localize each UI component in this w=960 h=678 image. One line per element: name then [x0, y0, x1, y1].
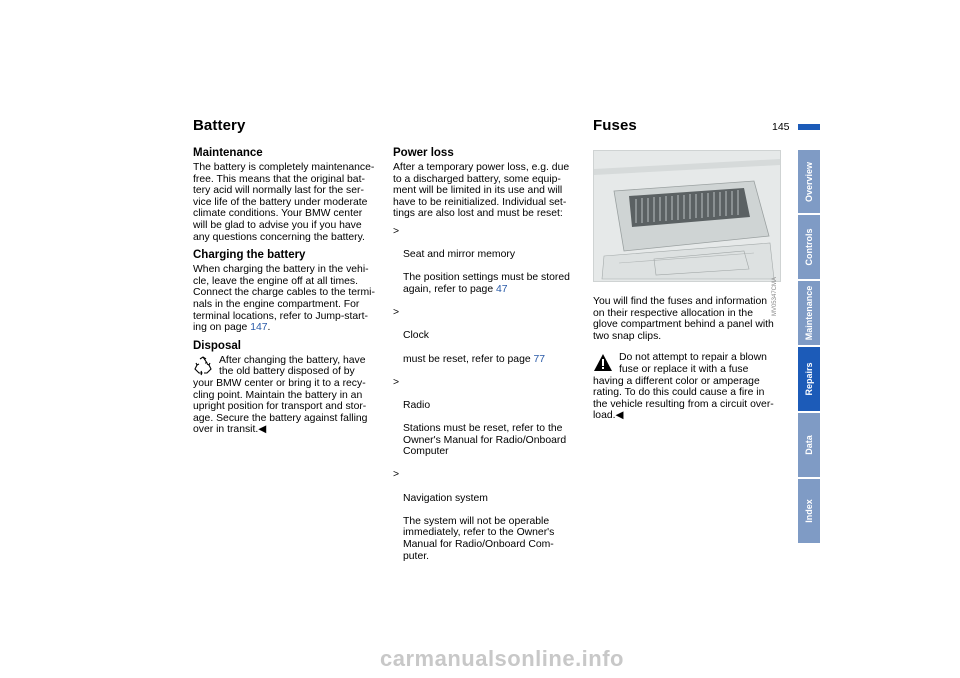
maintenance-heading: Maintenance	[193, 147, 263, 159]
list-item	[393, 377, 585, 470]
tab-label: Data	[804, 435, 814, 455]
section-title-fuses: Fuses	[593, 117, 637, 134]
page-number-bar	[798, 124, 820, 130]
list-item-text: Stations must be reset, refer to the Owner's Manual for Radio/Onboard Computer	[403, 423, 567, 458]
tab-overview[interactable]	[798, 150, 820, 213]
maintenance-text: The battery is completely maintenance- free. This means that the original bat- tery acid will normally last for the ser- vice life of the battery under moderate climate conditions. Your BMW center will be glad to advise you if you have any questions concerning the battery.	[193, 162, 375, 243]
tab-controls[interactable]	[798, 215, 820, 279]
page-link-147[interactable]: 147	[250, 322, 268, 334]
bullet-arrow: >	[393, 376, 400, 388]
tab-maintenance[interactable]	[798, 281, 820, 345]
page-number: 145	[772, 121, 790, 133]
tab-index[interactable]	[798, 479, 820, 543]
end-mark: ◀	[258, 424, 267, 436]
fuses-column	[593, 296, 785, 422]
power-loss-column	[393, 147, 585, 574]
tab-label: Overview	[804, 161, 814, 202]
tab-data[interactable]	[798, 413, 820, 477]
end-mark: ◀	[615, 410, 624, 422]
bullet-arrow: >	[393, 225, 400, 237]
section-title-battery: Battery	[193, 117, 246, 134]
battery-column	[193, 147, 385, 436]
glove-compartment-illustration	[594, 151, 780, 281]
disposal-heading: Disposal	[193, 339, 241, 352]
fuses-text: You will find the fuses and information on their respective allocation in the glove compartment behind a panel with two snap clips.	[593, 296, 774, 342]
disposal-text-rest-wrap	[193, 378, 385, 436]
tab-repairs[interactable]	[798, 347, 820, 411]
page-link-47[interactable]: 47	[496, 283, 508, 295]
warning-text-first: Do not attempt to repair a blown fuse or replace it with a fuse	[619, 352, 767, 375]
list-item	[393, 226, 585, 307]
power-loss-heading: Power loss	[393, 147, 454, 159]
list-item-title: Navigation system	[403, 492, 488, 504]
warning-text-rest: having a different color or amperage rating. To do this could cause a fire in the vehicle resulting from a circuit over- load.	[593, 375, 774, 422]
glove-compartment-figure	[593, 150, 781, 317]
tab-label: Repairs	[804, 362, 814, 396]
charging-heading: Charging the battery	[193, 249, 306, 262]
tab-label: Index	[804, 499, 814, 523]
watermark-text: carmanualsonline.info	[380, 646, 624, 671]
disposal-note	[193, 355, 385, 436]
list-item-title: Clock	[403, 330, 429, 342]
list-item-text: The position settings must be stored again, refer to page	[403, 272, 570, 295]
recycle-icon	[193, 355, 213, 377]
disposal-text-first: After changing the battery, have the old battery disposed of by	[219, 354, 366, 378]
charging-text: When charging the battery in the vehi- cle, leave the engine off at all times. Connect the charge cables to the termi- nals in the engine compartment. For terminal locations, refer to Jump-start- ing on page	[193, 264, 375, 334]
page-link-77[interactable]: 77	[533, 353, 546, 365]
warning-icon	[593, 352, 613, 374]
charging-paragraph	[193, 264, 385, 334]
warning-text-rest-wrap	[593, 376, 785, 422]
list-item	[393, 469, 585, 573]
list-item-text: must be reset, refer to page	[403, 353, 534, 365]
fuses-warning	[593, 352, 785, 422]
tab-label: Maintenance	[804, 285, 814, 341]
figure-code: MV05347CMA	[772, 277, 778, 317]
power-loss-text: After a temporary power loss, e.g. due to a discharged battery, some equip- ment will be limited in its use and will have to be reinitialized. Individual set- tings are also lost and must be reset:	[393, 162, 570, 220]
list-item-text: The system will not be operable immediately, refer to the Owner's Manual for Radio/Onboard Com- puter.	[403, 515, 555, 562]
list-item-title: Seat and mirror memory	[403, 249, 516, 261]
list-item-title: Radio	[403, 399, 431, 411]
charging-tail: .	[267, 322, 271, 334]
list-item	[393, 307, 585, 377]
tab-label: Controls	[804, 228, 814, 266]
disposal-text-rest: your BMW center or bring it to a recy- cling point. Maintain the battery in an upright position for transport and stor- age. Secure the battery against falling over in transit.	[193, 377, 368, 436]
bullet-arrow: >	[393, 307, 400, 319]
bullet-arrow: >	[393, 469, 400, 481]
